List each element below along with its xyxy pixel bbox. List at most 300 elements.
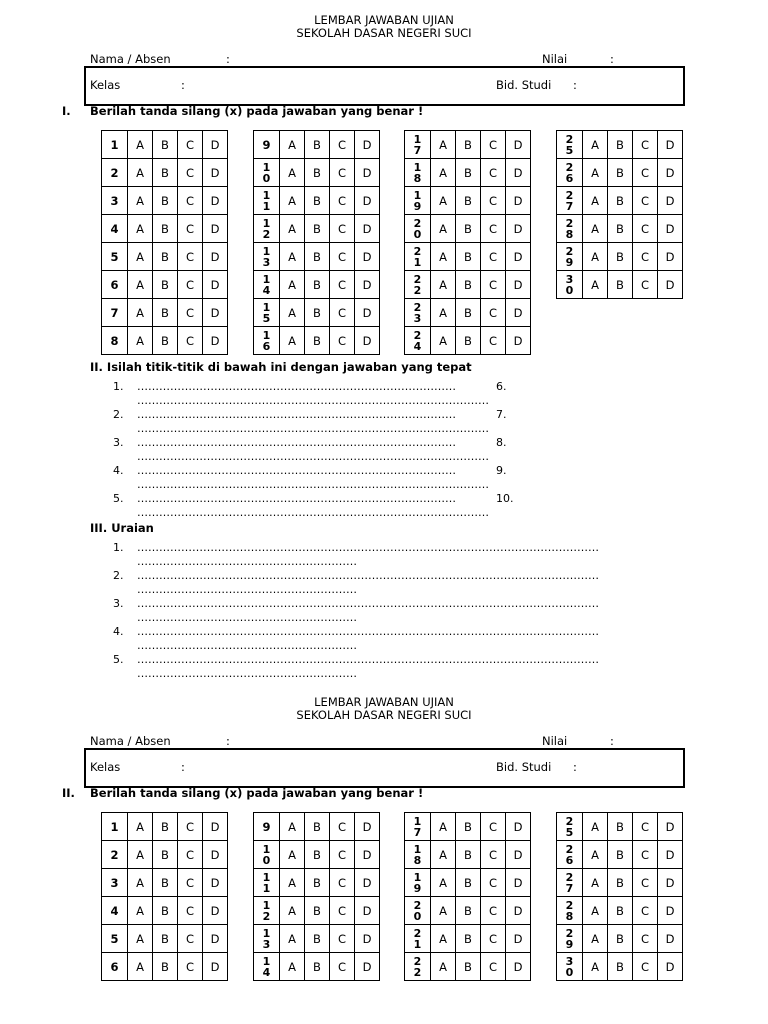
choice-a[interactable]: A [280,813,305,841]
choice-c[interactable]: C [481,813,506,841]
choice-c[interactable]: C [481,925,506,953]
question-number: 2 9 [557,243,583,271]
choice-b[interactable]: B [153,187,178,215]
choice-b[interactable]: B [153,131,178,159]
choice-d[interactable]: D [355,215,380,243]
choice-b[interactable]: B [608,159,633,187]
answer-row [557,953,683,981]
essay-line[interactable]: ……………………………………………………………………………………………………………… [137,653,599,666]
choice-c[interactable]: C [481,131,506,159]
answer-row [254,215,380,243]
choice-c[interactable]: C [178,897,203,925]
answer-row [254,327,380,355]
choice-c[interactable]: C [633,271,658,299]
choice-c[interactable]: C [178,813,203,841]
choice-d[interactable]: D [658,243,683,271]
answer-row [254,243,380,271]
answer-row [254,187,380,215]
choice-b[interactable]: B [153,813,178,841]
essay-line[interactable]: …………………………………………………… [137,639,357,652]
choice-b[interactable]: B [305,187,330,215]
choice-a[interactable]: A [128,841,153,869]
answer-row [405,159,531,187]
choice-b[interactable]: B [456,925,481,953]
kelas-colon: : [181,78,185,92]
choice-c[interactable]: C [330,159,355,187]
choice-a[interactable]: A [431,187,456,215]
choice-d[interactable]: D [658,925,683,953]
answer-row [557,271,683,299]
choice-c[interactable]: C [481,897,506,925]
choice-a[interactable]: A [431,869,456,897]
choice-a[interactable]: A [128,925,153,953]
question-number: 1 4 [254,271,280,299]
choice-b[interactable]: B [456,131,481,159]
question-number: 1 3 [254,925,280,953]
choice-a[interactable]: A [583,813,608,841]
choice-d[interactable]: D [203,131,228,159]
choice-d[interactable]: D [355,187,380,215]
choice-d[interactable]: D [658,159,683,187]
choice-c[interactable]: C [481,271,506,299]
choice-c[interactable]: C [178,299,203,327]
choice-b[interactable]: B [608,243,633,271]
choice-a[interactable]: A [583,131,608,159]
choice-a[interactable]: A [128,271,153,299]
section-1b-number: II. [62,786,75,800]
choice-c[interactable]: C [178,953,203,981]
choice-a[interactable]: A [583,187,608,215]
choice-a[interactable]: A [280,299,305,327]
choice-a[interactable]: A [128,953,153,981]
school-name: SEKOLAH DASAR NEGERI SUCI [296,26,472,40]
choice-d[interactable]: D [658,187,683,215]
choice-c[interactable]: C [178,271,203,299]
choice-a[interactable]: A [583,925,608,953]
choice-d[interactable]: D [203,215,228,243]
essay-line[interactable]: ……………………………………………………………………………………………………………… [137,625,599,638]
choice-d[interactable]: D [506,271,531,299]
choice-c[interactable]: C [633,953,658,981]
answer-row [102,953,228,981]
choice-c[interactable]: C [633,215,658,243]
choice-a[interactable]: A [128,813,153,841]
essay-line[interactable]: ……………………………………………………………………………………………………………… [137,597,599,610]
choice-a[interactable]: A [280,897,305,925]
choice-b[interactable]: B [456,841,481,869]
choice-a[interactable]: A [583,159,608,187]
answer-row [102,299,228,327]
choice-a[interactable]: A [128,243,153,271]
choice-a[interactable]: A [431,813,456,841]
choice-b[interactable]: B [456,953,481,981]
choice-c[interactable]: C [178,869,203,897]
choice-c[interactable]: C [481,243,506,271]
choice-d[interactable]: D [658,953,683,981]
choice-d[interactable]: D [355,813,380,841]
choice-b[interactable]: B [153,215,178,243]
answer-grid-2 [253,130,380,355]
choice-c[interactable]: C [330,131,355,159]
choice-b[interactable]: B [305,299,330,327]
question-number: 3 0 [557,271,583,299]
choice-d[interactable]: D [203,271,228,299]
choice-b[interactable]: B [305,159,330,187]
question-number: 1 2 [254,215,280,243]
choice-d[interactable]: D [506,159,531,187]
answer-line[interactable]: …………………………………………………………………………………… [137,450,489,463]
choice-a[interactable]: A [431,243,456,271]
choice-d[interactable]: D [506,327,531,355]
choice-c[interactable]: C [330,243,355,271]
choice-a[interactable]: A [280,869,305,897]
choice-d[interactable]: D [506,869,531,897]
choice-d[interactable]: D [658,271,683,299]
kelas-colon-2: : [181,760,185,774]
choice-d[interactable]: D [355,159,380,187]
choice-b[interactable]: B [153,869,178,897]
answer-line[interactable]: …………………………………………………………………………………… [137,394,489,407]
choice-b[interactable]: B [305,813,330,841]
answer-row [254,299,380,327]
choice-d[interactable]: D [203,925,228,953]
choice-d[interactable]: D [506,925,531,953]
choice-c[interactable]: C [330,925,355,953]
choice-d[interactable]: D [203,327,228,355]
choice-d[interactable]: D [355,897,380,925]
choice-b[interactable]: B [153,925,178,953]
answer-line[interactable]: …………………………………………………………………………………… [137,478,489,491]
choice-a[interactable]: A [280,159,305,187]
choice-d[interactable]: D [355,299,380,327]
choice-b[interactable]: B [456,813,481,841]
choice-a[interactable]: A [280,953,305,981]
choice-d[interactable]: D [203,813,228,841]
choice-b[interactable]: B [608,813,633,841]
choice-d[interactable]: D [506,841,531,869]
choice-b[interactable]: B [456,327,481,355]
choice-c[interactable]: C [330,813,355,841]
choice-b[interactable]: B [305,897,330,925]
choice-a[interactable]: A [583,271,608,299]
choice-d[interactable]: D [355,841,380,869]
choice-d[interactable]: D [506,187,531,215]
choice-a[interactable]: A [128,299,153,327]
choice-c[interactable]: C [178,215,203,243]
choice-a[interactable]: A [128,327,153,355]
answer-line[interactable]: …………………………………………………………………………… [137,408,456,421]
answer-row [254,897,380,925]
choice-d[interactable]: D [203,243,228,271]
choice-d[interactable]: D [658,841,683,869]
answer-line[interactable]: …………………………………………………………………………… [137,380,456,393]
short-answer-number: 8. [496,436,507,449]
choice-c[interactable]: C [178,841,203,869]
short-answer-number: 7. [496,408,507,421]
choice-c[interactable]: C [633,813,658,841]
choice-b[interactable]: B [608,953,633,981]
question-number: 9 [254,813,280,841]
choice-b[interactable]: B [608,869,633,897]
choice-d[interactable]: D [506,813,531,841]
choice-b[interactable]: B [305,841,330,869]
choice-b[interactable]: B [456,897,481,925]
choice-d[interactable]: D [203,953,228,981]
choice-d[interactable]: D [355,869,380,897]
choice-b[interactable]: B [153,841,178,869]
short-answer-number: 2. [113,408,124,421]
answer-line[interactable]: …………………………………………………………………………… [137,436,456,449]
short-answer-number: 1. [113,380,124,393]
choice-b[interactable]: B [305,215,330,243]
answer-row [557,243,683,271]
choice-b[interactable]: B [305,243,330,271]
answer-line[interactable]: …………………………………………………………………………… [137,464,456,477]
choice-d[interactable]: D [658,131,683,159]
choice-d[interactable]: D [355,925,380,953]
choice-d[interactable]: D [658,813,683,841]
choice-d[interactable]: D [355,953,380,981]
question-number: 4 [102,215,128,243]
choice-b[interactable]: B [305,271,330,299]
choice-d[interactable]: D [506,299,531,327]
choice-a[interactable]: A [280,131,305,159]
choice-c[interactable]: C [178,243,203,271]
answer-row [102,271,228,299]
choice-c[interactable]: C [330,953,355,981]
choice-c[interactable]: C [633,187,658,215]
short-answer-number: 10. [496,492,514,505]
short-answer-number: 4. [113,464,124,477]
choice-d[interactable]: D [506,243,531,271]
choice-a[interactable]: A [128,187,153,215]
choice-c[interactable]: C [178,327,203,355]
choice-a[interactable]: A [431,841,456,869]
choice-c[interactable]: C [330,299,355,327]
choice-a[interactable]: A [431,327,456,355]
choice-c[interactable]: C [481,869,506,897]
question-number: 2 7 [557,187,583,215]
choice-b[interactable]: B [608,215,633,243]
choice-a[interactable]: A [583,243,608,271]
question-number: 2 5 [557,131,583,159]
bidang-label-2: Bid. Studi [496,760,552,774]
choice-d[interactable]: D [658,869,683,897]
essay-line[interactable]: …………………………………………………… [137,555,357,568]
choice-b[interactable]: B [456,215,481,243]
question-number: 1 0 [254,159,280,187]
choice-a[interactable]: A [280,243,305,271]
choice-c[interactable]: C [633,841,658,869]
choice-d[interactable]: D [506,953,531,981]
choice-c[interactable]: C [178,187,203,215]
choice-c[interactable]: C [481,841,506,869]
choice-c[interactable]: C [481,953,506,981]
choice-a[interactable]: A [128,131,153,159]
answer-row [405,215,531,243]
choice-d[interactable]: D [203,299,228,327]
choice-a[interactable]: A [431,271,456,299]
choice-c[interactable]: C [330,327,355,355]
choice-b[interactable]: B [153,953,178,981]
answer-row [405,953,531,981]
choice-b[interactable]: B [153,299,178,327]
choice-a[interactable]: A [431,159,456,187]
section-1-heading: Berilah tanda silang (x) pada jawaban yang benar ! [90,104,424,118]
answer-row [557,187,683,215]
choice-b[interactable]: B [608,131,633,159]
choice-a[interactable]: A [583,869,608,897]
choice-d[interactable]: D [355,131,380,159]
choice-a[interactable]: A [128,159,153,187]
choice-a[interactable]: A [431,925,456,953]
question-number: 3 [102,187,128,215]
answer-line[interactable]: …………………………………………………………………………………… [137,506,489,519]
choice-c[interactable]: C [330,869,355,897]
choice-a[interactable]: A [128,215,153,243]
choice-b[interactable]: B [153,271,178,299]
choice-a[interactable]: A [583,953,608,981]
essay-line[interactable]: …………………………………………………… [137,583,357,596]
question-number: 7 [102,299,128,327]
choice-b[interactable]: B [608,271,633,299]
choice-a[interactable]: A [431,897,456,925]
choice-d[interactable]: D [658,215,683,243]
answer-row [405,897,531,925]
choice-c[interactable]: C [481,299,506,327]
answer-row [557,841,683,869]
short-answer-number: 3. [113,436,124,449]
choice-c[interactable]: C [178,925,203,953]
choice-a[interactable]: A [280,215,305,243]
essay-line[interactable]: …………………………………………………… [137,667,357,680]
choice-b[interactable]: B [305,131,330,159]
choice-d[interactable]: D [203,841,228,869]
choice-c[interactable]: C [481,327,506,355]
kelas-label: Kelas [90,78,121,92]
question-number: 2 2 [405,271,431,299]
choice-d[interactable]: D [506,215,531,243]
choice-c[interactable]: C [633,925,658,953]
choice-d[interactable]: D [355,327,380,355]
choice-c[interactable]: C [633,897,658,925]
choice-c[interactable]: C [330,271,355,299]
choice-d[interactable]: D [658,897,683,925]
choice-a[interactable]: A [431,215,456,243]
choice-a[interactable]: A [583,215,608,243]
choice-b[interactable]: B [456,869,481,897]
choice-a[interactable]: A [128,897,153,925]
choice-b[interactable]: B [456,271,481,299]
choice-c[interactable]: C [330,215,355,243]
question-number: 1 1 [254,187,280,215]
answer-line[interactable]: …………………………………………………………………………………… [137,422,489,435]
choice-d[interactable]: D [203,187,228,215]
answer-row [557,813,683,841]
choice-b[interactable]: B [608,897,633,925]
answer-line[interactable]: …………………………………………………………………………… [137,492,456,505]
choice-c[interactable]: C [481,187,506,215]
choice-c[interactable]: C [481,159,506,187]
choice-a[interactable]: A [280,327,305,355]
choice-c[interactable]: C [633,869,658,897]
choice-a[interactable]: A [280,271,305,299]
choice-a[interactable]: A [583,841,608,869]
choice-c[interactable]: C [330,187,355,215]
question-number: 2 9 [557,925,583,953]
answer-row [557,159,683,187]
essay-line[interactable]: ……………………………………………………………………………………………………………… [137,569,599,582]
choice-c[interactable]: C [633,159,658,187]
essay-line[interactable]: …………………………………………………… [137,611,357,624]
choice-a[interactable]: A [280,925,305,953]
choice-c[interactable]: C [633,131,658,159]
choice-c[interactable]: C [330,897,355,925]
choice-c[interactable]: C [330,841,355,869]
choice-b[interactable]: B [608,925,633,953]
choice-b[interactable]: B [608,841,633,869]
choice-c[interactable]: C [178,159,203,187]
choice-d[interactable]: D [506,897,531,925]
question-number: 3 [102,869,128,897]
choice-a[interactable]: A [431,131,456,159]
choice-c[interactable]: C [633,243,658,271]
choice-d[interactable]: D [203,159,228,187]
choice-d[interactable]: D [506,131,531,159]
choice-d[interactable]: D [355,243,380,271]
essay-line[interactable]: ……………………………………………………………………………………………………………… [137,541,599,554]
answer-row [557,131,683,159]
question-number: 6 [102,953,128,981]
question-number: 3 0 [557,953,583,981]
choice-b[interactable]: B [456,243,481,271]
question-number: 1 7 [405,813,431,841]
question-number: 8 [102,327,128,355]
choice-b[interactable]: B [456,159,481,187]
choice-b[interactable]: B [608,187,633,215]
question-number: 2 1 [405,925,431,953]
choice-a[interactable]: A [280,187,305,215]
question-number: 2 2 [405,953,431,981]
choice-b[interactable]: B [305,925,330,953]
choice-b[interactable]: B [153,243,178,271]
choice-a[interactable]: A [583,897,608,925]
choice-a[interactable]: A [431,299,456,327]
choice-a[interactable]: A [431,953,456,981]
question-number: 1 2 [254,897,280,925]
choice-a[interactable]: A [280,841,305,869]
section-1-number: I. [62,104,71,118]
choice-b[interactable]: B [153,897,178,925]
choice-d[interactable]: D [203,869,228,897]
choice-b[interactable]: B [456,299,481,327]
essay-number: 3. [113,597,124,610]
question-number: 2 6 [557,159,583,187]
choice-b[interactable]: B [153,159,178,187]
choice-b[interactable]: B [305,869,330,897]
choice-d[interactable]: D [355,271,380,299]
choice-b[interactable]: B [153,327,178,355]
choice-b[interactable]: B [305,327,330,355]
answer-row [102,897,228,925]
choice-b[interactable]: B [305,953,330,981]
choice-c[interactable]: C [481,215,506,243]
choice-c[interactable]: C [178,131,203,159]
choice-d[interactable]: D [203,897,228,925]
choice-b[interactable]: B [456,187,481,215]
choice-a[interactable]: A [128,869,153,897]
bidang-label: Bid. Studi [496,78,552,92]
